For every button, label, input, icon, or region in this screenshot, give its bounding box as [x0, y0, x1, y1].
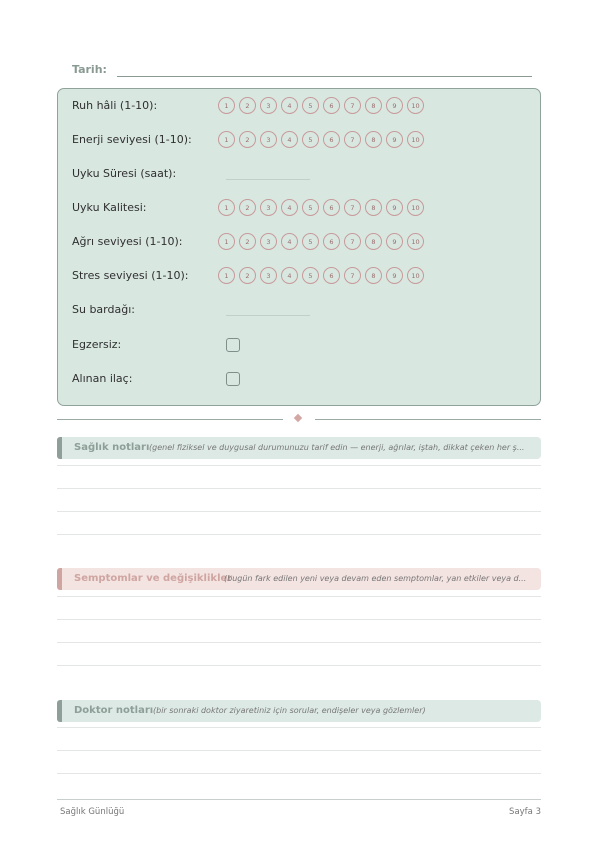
sleep-quality-scale [218, 199, 424, 216]
pain-row [72, 232, 530, 252]
page-number: Sayfa 3 [509, 807, 541, 817]
rating-option[interactable]: 5 [302, 233, 319, 250]
health-notes-line[interactable] [57, 511, 541, 512]
rating-option[interactable]: 5 [302, 97, 319, 114]
rating-option[interactable]: 6 [323, 97, 340, 114]
mood-scale [218, 97, 424, 114]
rating-option[interactable]: 9 [386, 267, 403, 284]
rating-option[interactable]: 8 [365, 97, 382, 114]
exercise-row [72, 335, 530, 355]
rating-option[interactable]: 6 [323, 267, 340, 284]
water-field[interactable] [226, 315, 310, 316]
rating-option[interactable]: 8 [365, 131, 382, 148]
date-input-line[interactable] [117, 76, 532, 77]
doctor-notes-hint: (bir sonraki doktor ziyaretiniz için sorular, endişeler veya gözlemler) [153, 706, 426, 715]
rating-option[interactable]: 5 [302, 131, 319, 148]
symptoms-line[interactable] [57, 665, 541, 666]
symptoms-header [57, 568, 541, 590]
health-notes-title: Sağlık notları [74, 442, 150, 453]
symptoms-line[interactable] [57, 642, 541, 643]
rating-option[interactable]: 7 [344, 97, 361, 114]
symptoms-hint: (bugün fark edilen yeni veya devam eden semptomlar, yan etkiler veya d... [224, 574, 527, 583]
rating-option[interactable]: 9 [386, 233, 403, 250]
symptoms-title: Semptomlar ve değişiklikler [74, 573, 233, 584]
rating-option[interactable]: 7 [344, 233, 361, 250]
header-accent-bar [57, 568, 62, 590]
energy-row [72, 130, 530, 150]
energy-scale [218, 131, 424, 148]
health-notes-line[interactable] [57, 465, 541, 466]
rating-option[interactable]: 1 [218, 267, 235, 284]
pain-label: Ağrı seviyesi (1-10): [72, 235, 183, 248]
rating-option[interactable]: 4 [281, 97, 298, 114]
rating-option[interactable]: 10 [407, 267, 424, 284]
footer-rule [57, 799, 541, 800]
medication-label: Alınan ilaç: [72, 372, 133, 385]
doctor-notes-line[interactable] [57, 773, 541, 774]
sleep-hours-label: Uyku Süresi (saat): [72, 167, 177, 180]
stress-row [72, 266, 530, 286]
rating-option[interactable]: 5 [302, 199, 319, 216]
rating-option[interactable]: 8 [365, 199, 382, 216]
medication-row [72, 369, 530, 389]
sleep-hours-row [72, 164, 530, 184]
rating-option[interactable]: 4 [281, 199, 298, 216]
rating-option[interactable]: 2 [239, 233, 256, 250]
date-row [72, 62, 532, 80]
mood-row [72, 96, 530, 116]
diamond-ornament-icon [294, 414, 302, 422]
rating-option[interactable]: 2 [239, 131, 256, 148]
rating-option[interactable]: 6 [323, 199, 340, 216]
medication-checkbox[interactable] [226, 372, 240, 386]
rating-option[interactable]: 7 [344, 131, 361, 148]
rating-option[interactable]: 1 [218, 199, 235, 216]
health-notes-line[interactable] [57, 534, 541, 535]
symptoms-line[interactable] [57, 596, 541, 597]
rating-option[interactable]: 10 [407, 131, 424, 148]
journal-name: Sağlık Günlüğü [60, 807, 125, 817]
stress-scale [218, 267, 424, 284]
rating-option[interactable]: 4 [281, 267, 298, 284]
sleep-quality-label: Uyku Kalitesi: [72, 201, 147, 214]
rating-option[interactable]: 4 [281, 131, 298, 148]
rating-option[interactable]: 9 [386, 131, 403, 148]
health-notes-header [57, 437, 541, 459]
sleep-hours-field[interactable] [226, 179, 310, 180]
rating-option[interactable]: 6 [323, 233, 340, 250]
rating-option[interactable]: 10 [407, 233, 424, 250]
rating-option[interactable]: 7 [344, 267, 361, 284]
sleep-quality-row [72, 198, 530, 218]
health-notes-line[interactable] [57, 488, 541, 489]
rating-option[interactable]: 3 [260, 267, 277, 284]
rating-option[interactable]: 6 [323, 131, 340, 148]
rating-option[interactable]: 3 [260, 97, 277, 114]
rating-option[interactable]: 1 [218, 131, 235, 148]
health-notes-hint: (genel fiziksel ve duygusal durumunuzu tarif edin — enerji, ağrılar, iştah, dikkat çeken her ş... [149, 443, 525, 452]
rating-option[interactable]: 2 [239, 199, 256, 216]
rating-option[interactable]: 3 [260, 131, 277, 148]
doctor-notes-title: Doktor notları [74, 705, 154, 716]
rating-option[interactable]: 2 [239, 267, 256, 284]
symptoms-line[interactable] [57, 619, 541, 620]
energy-label: Enerji seviyesi (1-10): [72, 133, 192, 146]
rating-option[interactable]: 8 [365, 267, 382, 284]
divider-line-left [57, 419, 283, 420]
rating-option[interactable]: 10 [407, 199, 424, 216]
doctor-notes-line[interactable] [57, 727, 541, 728]
rating-option[interactable]: 1 [218, 97, 235, 114]
rating-option[interactable]: 1 [218, 233, 235, 250]
water-row [72, 300, 530, 320]
date-label: Tarih: [72, 63, 107, 76]
rating-option[interactable]: 7 [344, 199, 361, 216]
header-accent-bar [57, 700, 62, 722]
rating-option[interactable]: 3 [260, 233, 277, 250]
pain-scale [218, 233, 424, 250]
stress-label: Stres seviyesi (1-10): [72, 269, 189, 282]
exercise-checkbox[interactable] [226, 338, 240, 352]
divider-line-right [315, 419, 541, 420]
header-accent-bar [57, 437, 62, 459]
doctor-notes-header [57, 700, 541, 722]
mood-label: Ruh hâli (1-10): [72, 99, 158, 112]
rating-option[interactable]: 9 [386, 199, 403, 216]
rating-option[interactable]: 3 [260, 199, 277, 216]
section-divider [57, 414, 541, 424]
rating-option[interactable]: 8 [365, 233, 382, 250]
rating-option[interactable]: 10 [407, 97, 424, 114]
rating-option[interactable]: 2 [239, 97, 256, 114]
rating-option[interactable]: 4 [281, 233, 298, 250]
exercise-label: Egzersiz: [72, 338, 122, 351]
rating-option[interactable]: 9 [386, 97, 403, 114]
water-label: Su bardağı: [72, 303, 135, 316]
doctor-notes-line[interactable] [57, 750, 541, 751]
rating-option[interactable]: 5 [302, 267, 319, 284]
daily-metrics-panel [57, 88, 541, 406]
